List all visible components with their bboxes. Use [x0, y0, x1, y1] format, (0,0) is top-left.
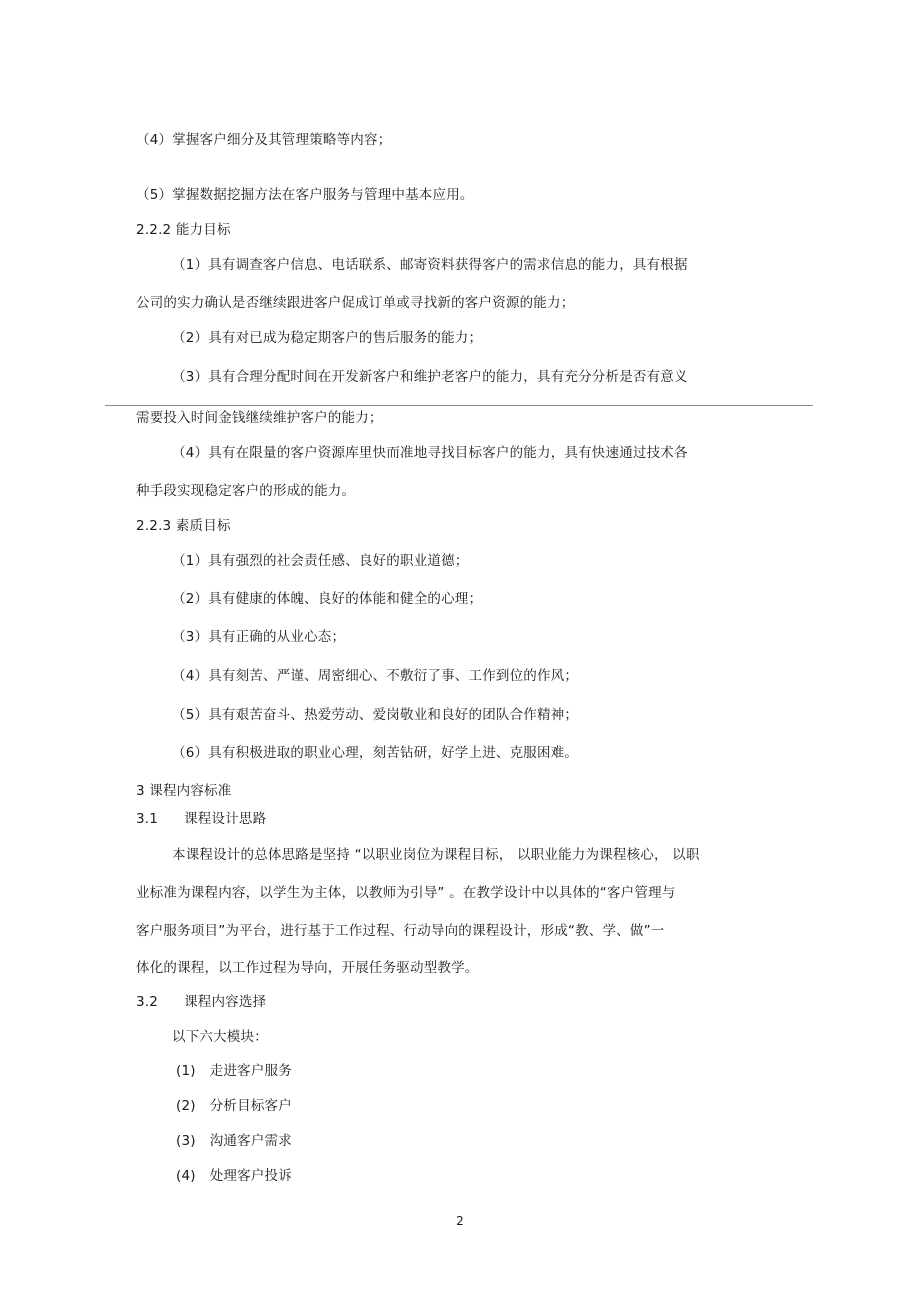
- heading-3-2: [136, 993, 266, 1011]
- horizontal-rule: [105, 405, 813, 406]
- heading-course-content-standard: 3 课程内容标准: [136, 783, 232, 799]
- quality-item-3: （3）具有正确的从业心态；: [172, 629, 346, 645]
- module-item-2: [176, 1097, 292, 1115]
- quality-item-6: （6）具有积极进取的职业心理，刻苦钻研，好学上进、克服困难。: [172, 745, 579, 761]
- ability-item-4: （4）具有在限量的客户资源库里快而准地寻找目标客户的能力，具有快速通过技术各: [172, 445, 688, 461]
- module-item-3-text: 沟通客户需求: [209, 1133, 292, 1149]
- page-number: 2: [456, 1214, 464, 1228]
- design-paragraph-line-1: 本课程设计的总体思路是坚持 “以职业岗位为课程目标， 以职业能力为课程核心， 以职: [172, 847, 700, 863]
- design-paragraph-line-2: 业标准为课程内容，以学生为主体，以教师为引导” 。在教学设计中以具体的“客户管理与: [136, 885, 676, 901]
- ability-item-3-cont: 需要投入时间金钱继续维护客户的能力；: [136, 410, 383, 426]
- design-paragraph-line-3: 客户服务项目”为平台，进行基于工作过程、行动导向的课程设计，形成“教、学、做”一: [136, 923, 665, 939]
- heading-quality-goals: 2.2.3 素质目标: [136, 518, 231, 534]
- heading-3-1-text: 课程设计思路: [184, 811, 267, 827]
- module-item-4: [176, 1167, 292, 1185]
- quality-item-5: （5）具有艰苦奋斗、热爱劳动、爱岗敬业和良好的团队合作精神；: [172, 707, 579, 723]
- heading-3-2-text: 课程内容选择: [184, 994, 267, 1010]
- ability-item-2: （2）具有对已成为稳定期客户的售后服务的能力；: [172, 330, 483, 346]
- module-item-3: [176, 1132, 292, 1150]
- module-item-4-text: 处理客户投诉: [209, 1168, 292, 1184]
- module-item-1: [176, 1062, 292, 1080]
- heading-3-1: [136, 810, 266, 828]
- design-paragraph-line-4: 体化的课程，以工作过程为导向，开展任务驱动型教学。: [136, 960, 479, 976]
- ability-item-1: （1）具有调查客户信息、电话联系、邮寄资料获得客户的需求信息的能力，具有根据: [172, 257, 688, 273]
- module-item-1-text: 走进客户服务: [209, 1063, 292, 1079]
- quality-item-4: （4）具有刻苦、严谨、周密细心、不敷衍了事、工作到位的作风；: [172, 668, 579, 684]
- module-item-4-number: (4): [176, 1168, 196, 1184]
- ability-item-3: （3）具有合理分配时间在开发新客户和维护老客户的能力，具有充分分析是否有意义: [172, 369, 688, 385]
- modules-intro: 以下六大模块：: [172, 1029, 268, 1045]
- heading-3-1-number: 3.1: [136, 811, 159, 827]
- ability-item-1-cont: 公司的实力确认是否继续跟进客户促成订单或寻找新的客户资源的能力；: [136, 295, 575, 311]
- ability-item-4-cont: 种手段实现稳定客户的形成的能力。: [136, 483, 356, 499]
- heading-ability-goals: 2.2.2 能力目标: [136, 222, 231, 238]
- module-item-1-number: (1): [176, 1063, 196, 1079]
- module-item-2-text: 分析目标客户: [209, 1098, 292, 1114]
- knowledge-item-5: （5）掌握数据挖掘方法在客户服务与管理中基本应用。: [136, 187, 474, 203]
- heading-3-2-number: 3.2: [136, 994, 159, 1010]
- quality-item-1: （1）具有强烈的社会责任感、良好的职业道德；: [172, 553, 469, 569]
- quality-item-2: （2）具有健康的体魄、良好的体能和健全的心理；: [172, 591, 483, 607]
- module-item-3-number: (3): [176, 1133, 196, 1149]
- knowledge-item-4: （4）掌握客户细分及其管理策略等内容；: [136, 132, 392, 148]
- module-item-2-number: (2): [176, 1098, 196, 1114]
